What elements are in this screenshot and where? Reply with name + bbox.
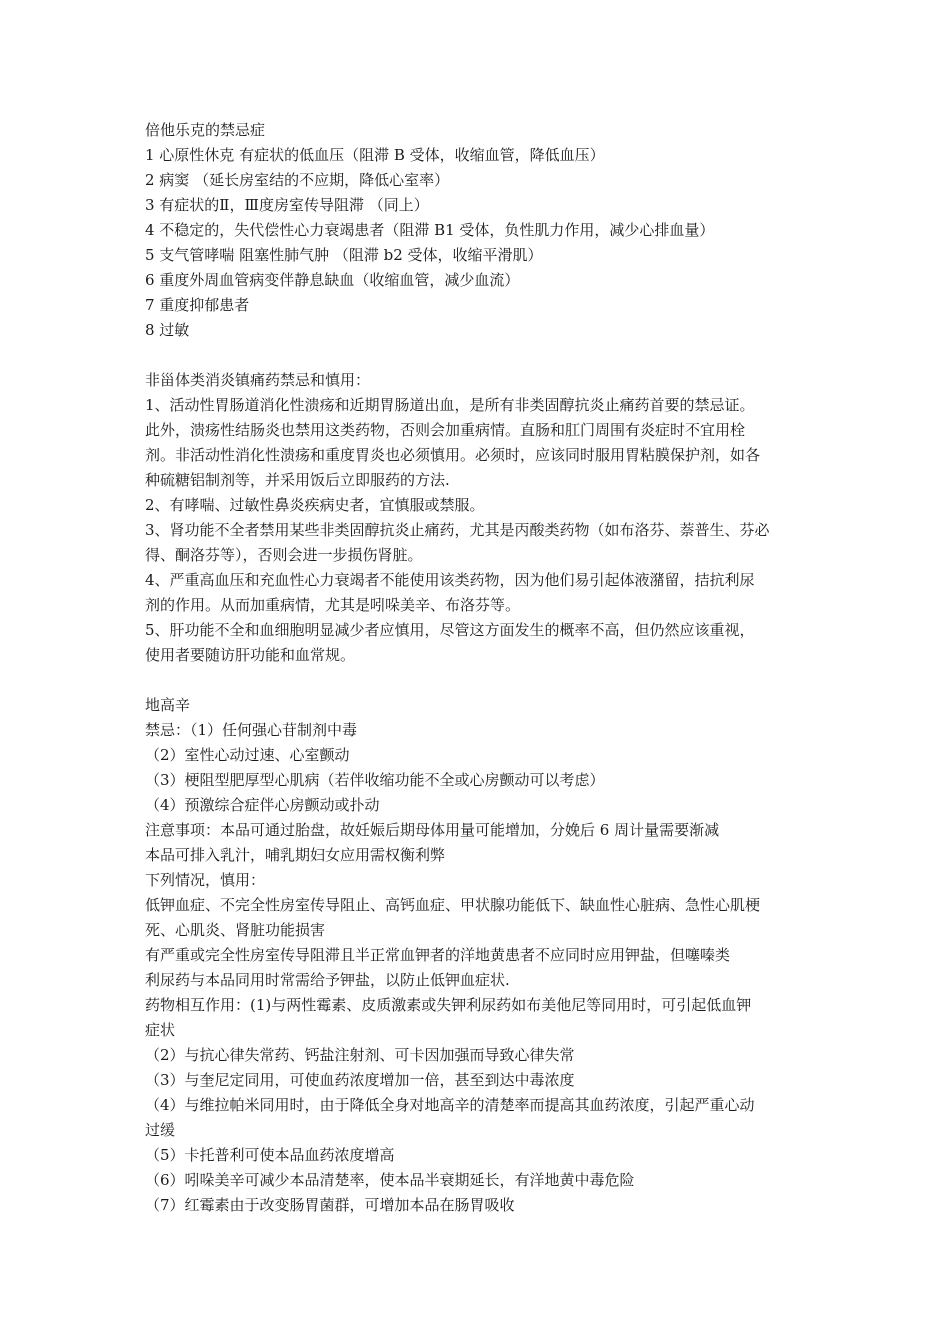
digoxin-line: （4）与维拉帕米同用时，由于降低全身对地高辛的清楚率而提高其血药浓度，引起严重心动 [145,1096,755,1114]
nsaid-paragraph-5-line: 使用者要随访肝功能和血常规。 [145,646,356,664]
digoxin-line: （2）室性心动过速、心室颤动 [145,746,350,764]
digoxin-line: （3）梗阻型肥厚型心肌病（若伴收缩功能不全或心房颤动可以考虑） [145,771,605,789]
digoxin-line: 下列情况，慎用： [145,871,266,889]
digoxin-line: 利尿药与本品同用时常需给予钾盐，以防止低钾血症状. [145,971,510,989]
digoxin-line: （5）卡托普利可使本品血药浓度增高 [145,1146,395,1164]
document-page [145,118,811,1218]
contraindication-item: 8 过敏 [145,321,190,339]
section-spacer [145,668,811,693]
nsaid-paragraph-3-line: 得、酮洛芬等），否则会进一步损伤肾脏。 [145,546,423,564]
digoxin-line: 注意事项：本品可通过胎盘，故妊娠后期母体用量可能增加，分娩后 6 周计量需要渐减 [145,821,720,839]
digoxin-line: （3）与奎尼定同用，可使血药浓度增加一倍，甚至到达中毒浓度 [145,1071,575,1089]
digoxin-line: （2）与抗心律失常药、钙盐注射剂、可卡因加强而导致心律失常 [145,1046,575,1064]
nsaid-paragraph-5-line: 5、肝功能不全和血细胞明显减少者应慎用，尽管这方面发生的概率不高，但仍然应该重视， [145,621,755,639]
contraindication-item: 2 病窦 （延长房室结的不应期，降低心室率） [145,171,450,189]
digoxin-line: 低钾血症、不完全性房室传导阻止、高钙血症、甲状腺功能低下、缺血性心脏病、急性心肌梗 [145,896,761,914]
digoxin-line: 禁忌：（1）任何强心苷制剂中毒 [145,721,358,739]
contraindication-item: 1 心原性休克 有症状的低血压（阻滞 B 受体，收缩血管，降低血压） [145,146,605,164]
section-title-betaloc: 倍他乐克的禁忌症 [145,121,266,139]
digoxin-line: 本品可排入乳汁，哺乳期妇女应用需权衡利弊 [145,846,446,864]
contraindication-item: 7 重度抑郁患者 [145,296,250,314]
contraindication-item: 5 支气管哮喘 阻塞性肺气肿 （阻滞 b2 受体，收缩平滑肌） [145,246,543,264]
section-title-nsaid: 非甾体类消炎镇痛药禁忌和慎用： [145,371,371,389]
digoxin-line: 药物相互作用：(1)与两性霉素、皮质激素或失钾利尿药如布美他尼等同用时，可引起低血钾 [145,996,752,1014]
nsaid-paragraph-4-line: 4、严重高血压和充血性心力衰竭者不能使用该类药物，因为他们易引起体液潴留，拮抗利尿 [145,571,755,589]
section-spacer [145,343,811,368]
digoxin-line: 过缓 [145,1121,176,1139]
digoxin-line: （7）红霉素由于改变肠胃菌群，可增加本品在肠胃吸收 [145,1196,515,1214]
contraindication-item: 3 有症状的Ⅱ，Ⅲ度房室传导阻滞 （同上） [145,196,429,214]
nsaid-paragraph-1-line: 剂。非活动性消化性溃疡和重度胃炎也必须慎用。必须时，应该同时服用胃粘膜保护剂，如各 [145,446,761,464]
nsaid-paragraph-1-line: 此外，溃疡性结肠炎也禁用这类药物，否则会加重病情。直肠和肛门周围有炎症时不宜用栓 [145,421,746,439]
digoxin-line: 症状 [145,1021,176,1039]
digoxin-line: 死、心肌炎、肾脏功能损害 [145,921,326,939]
digoxin-line: 有严重或完全性房室传导阻滞且半正常血钾者的洋地黄患者不应同时应用钾盐，但噻嗪类 [145,946,731,964]
digoxin-line: （4）预激综合症伴心房颤动或扑动 [145,796,380,814]
nsaid-paragraph-1-line: 种硫糖铝制剂等，并采用饭后立即服药的方法. [145,471,450,489]
nsaid-paragraph-4-line: 剂的作用。从而加重病情，尤其是吲哚美辛、布洛芬等。 [145,596,521,614]
nsaid-paragraph-2-line: 2、有哮喘、过敏性鼻炎疾病史者，宜慎服或禁服。 [145,496,485,514]
nsaid-paragraph-1-line: 1、活动性胃肠道消化性溃疡和近期胃肠道出血，是所有非类固醇抗炎止痛药首要的禁忌证。 [145,396,755,414]
section-title-digoxin: 地高辛 [145,696,191,714]
contraindication-item: 4 不稳定的，失代偿性心力衰竭患者（阻滞 B1 受体，负性肌力作用，减少心排血量） [145,221,715,239]
contraindication-item: 6 重度外周血管病变伴静息缺血（收缩血管，减少血流） [145,271,520,289]
digoxin-line: （6）吲哚美辛可减少本品清楚率，使本品半衰期延长，有洋地黄中毒危险 [145,1171,635,1189]
nsaid-paragraph-3-line: 3、肾功能不全者禁用某些非类固醇抗炎止痛药，尤其是丙酸类药物（如布洛芬、萘普生、芬必 [145,521,770,539]
